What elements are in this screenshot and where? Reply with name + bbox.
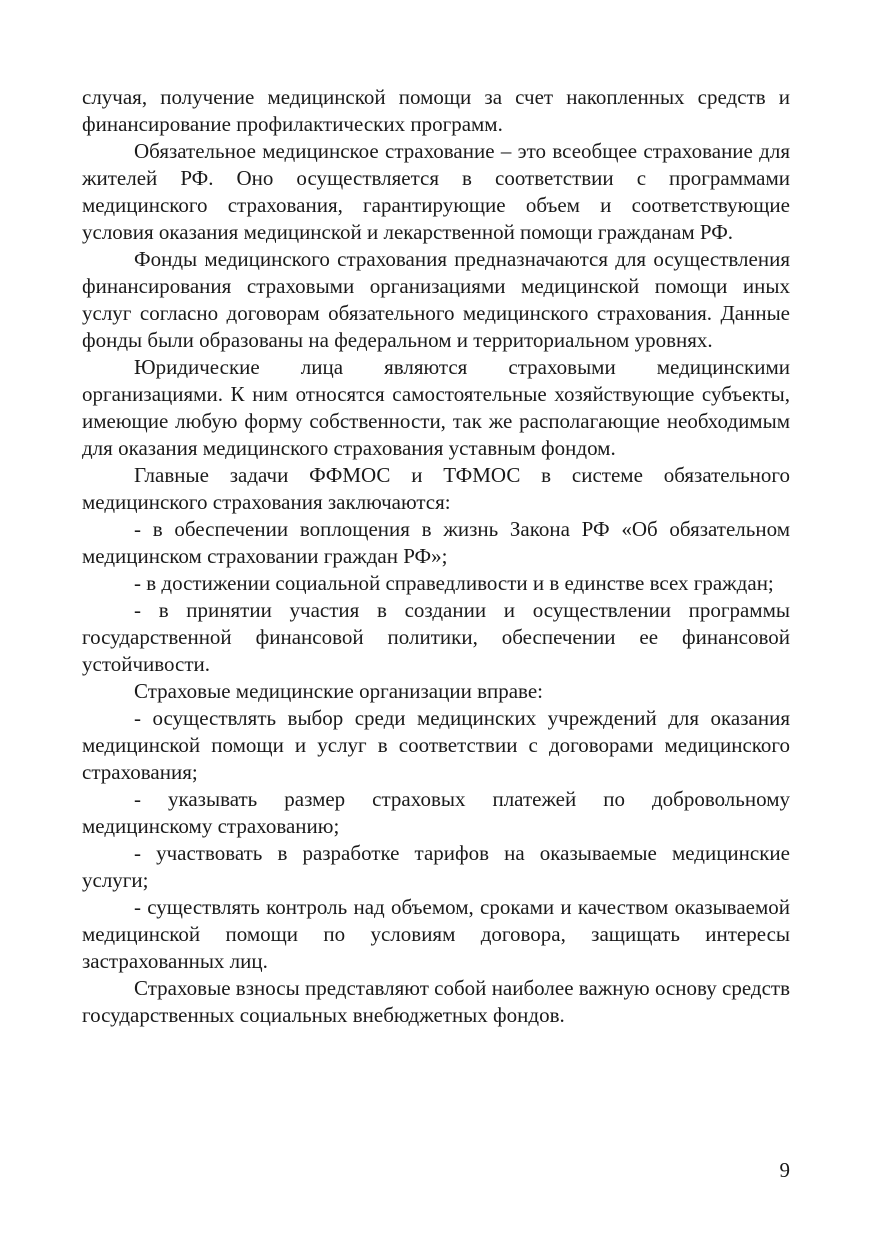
list-item-3: - в принятии участия в создании и осуществлении программы государственной финансовой политики, обеспечении ее финансовой устойчивости. <box>82 598 790 676</box>
list-item-6: - участвовать в разработке тарифов на оказываемые медицинские услуги; <box>82 841 790 892</box>
list-item-5: - указывать размер страховых платежей по добровольному медицинскому страхованию; <box>82 787 790 838</box>
paragraph-6: Страховые медицинские организации вправе: <box>134 679 543 703</box>
paragraph-2: Обязательное медицинское страхование – это всеобщее страхование для жителей РФ. Оно осуществляется в соответствии с программами медицинского страхования, гарантирующие объем и соответствующие условия оказания медицинской и лекарственной помощи гражданам РФ. <box>82 139 790 244</box>
list-item-2: - в достижении социальной справедливости и в единстве всех граждан; <box>134 571 774 595</box>
list-item-7: - существлять контроль над объемом, сроками и качеством оказываемой медицинской помощи по условиям договора, защищать интересы застрахованных лиц. <box>82 895 790 973</box>
paragraph-4: Юридические лица являются страховыми медицинскими организациями. К ним относятся самостоятельные хозяйствующие субъекты, имеющие любую форму собственности, так же располагающие необходимым для оказания медицинского страхования уставным фондом. <box>82 355 790 460</box>
page-number: 9 <box>779 1158 790 1182</box>
paragraph-7: Страховые взносы представляют собой наиболее важную основу средств государственных социальных внебюджетных фондов. <box>82 976 790 1027</box>
list-item-4: - осуществлять выбор среди медицинских учреждений для оказания медицинской помощи и услуг в соответствии с договорами медицинского страхования; <box>82 706 790 784</box>
paragraph-1: случая, получение медицинской помощи за счет накопленных средств и финансирование профилактических программ. <box>82 85 790 136</box>
paragraph-3: Фонды медицинского страхования предназначаются для осуществления финансирования страховыми организациями медицинской помощи иных услуг согласно договорам обязательного медицинского страхования. Данные фонды были образованы на федеральном и территориальном уровнях. <box>82 247 790 352</box>
page-body <box>82 84 790 1029</box>
paragraph-5: Главные задачи ФФМОС и ТФМОС в системе обязательного медицинского страхования заключаются: <box>82 463 790 514</box>
list-item-1: - в обеспечении воплощения в жизнь Закона РФ «Об обязательном медицинском страховании граждан РФ»; <box>82 517 790 568</box>
